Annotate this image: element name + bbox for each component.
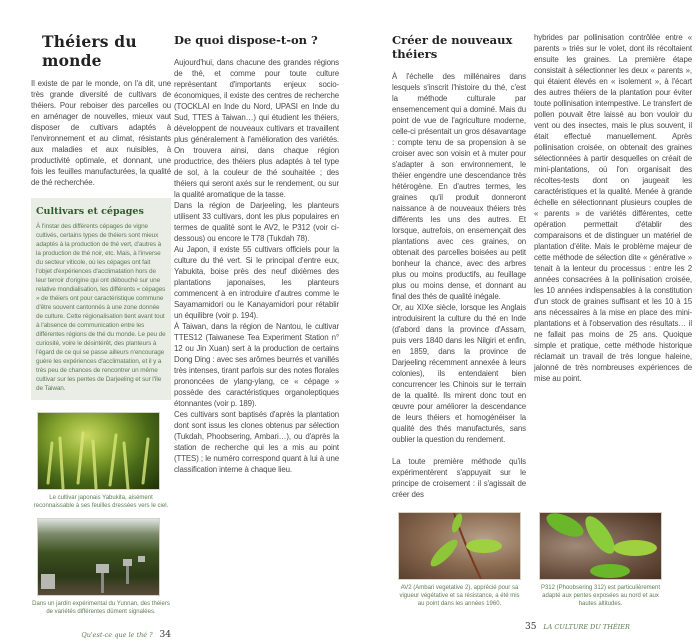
- yabukita-photo: [37, 412, 160, 490]
- sidebar-title: Cultivars et cépages: [36, 206, 144, 217]
- intro-text: [31, 78, 171, 188]
- av2-caption: AV2 (Ambari vegetative 2), apprécié pour sa vigueur végétative et sa résistance, a été mis au point dans les années 1960.: [399, 585, 520, 607]
- section-title: Créer de nouveaux théiers: [392, 33, 513, 61]
- right-page: [392, 32, 692, 642]
- photo1-caption: Le cultivar japonais Yabukita, aisément reconnaissable à ses feuilles dressées vers le ciel.: [33, 495, 169, 509]
- sidebar-text: À l'instar des différents cépages de vigne cultivés, certains types de théiers sont mieux adaptés à la production de thé vert, d'autres à la production de thé noir, etc. Mais, à l'inverse du secteur viticole, où les cépages ont fait l'objet d'expériences d'acclimatation hors de leur terroir d'origine qui ont débouché sur une relative mondialisation, les différents « cépages » de théiers ont pour caractéristique commune d'être souvent cantonnés à une zone donnée de culture. Cette régionalisation tient avant tout à l'absence de communication entre les différentes régions de thé du monde. Le peu de curiosité, voire le désintérêt, des planteurs à l'égard de ce qui se passe ailleurs n'encourage guère les expériences d'acclimatation, et il y a très peu de chances de rencontrer un même cultivar sur les pentes de Darjeeling et sur l'île de Taiwan.: [36, 223, 166, 392]
- paragraph: hybrides par pollinisation contrôlée entre « parents » triés sur le volet, dont ils récoltaient ensuite les graines. La première étape consistait à sélectionner les deux « parents », qui étaient élevés en « isolement », à l'écart des autres théiers de la plantation pour éviter toute pollinisation intempestive. Le transfert de pollen pouvait être laissé au bon vouloir du vent ou des insectes, mais le plus souvent, il était effectué manuellement. Après pollinisation croisée, on obtenait des graines sélectionnées à partir desquelles on créait de mini-plantations, où l'on organisait des récoltes-tests dont on jaugeait les caractéristiques et la qualité. Menée à grande échelle en sélectionnant plusieurs couples de « parents » de variétés différentes, cette opération permettait d'établir des comparaisons et de distinguer un matériel de plantation d'élite. Mais le problème majeur de cette méthode de sélection dite « générative » tenait à la lenteur du processus : entre les 2 années consacrées à la pollinisation croisée, les 10 années indispensables à la constitution d'un stock de graines suffisant et les 10 à 15 ans nécessaires à la mise en place des mini-plantations et à l'observation des résultats… il ne fallait pas moins de 25 ans. Quoique simple et pratique, cette méthode historique réclamait un travail de très longue haleine, jalonné de très nombreuses expériences de mise au point.: [534, 33, 692, 383]
- paragraph: Au Japon, il existe 55 cultivars officiels pour la culture du thé vert. Si le principal d'entre eux, Yabukita, boise près des neuf dixièmes des plantations japonaises, les planteurs commencent à en introduire d'autres comme le Sayamamidori ou le Kanayamidori pour rétablir un équilibre (voir p. 194).: [174, 245, 339, 320]
- paragraph: À l'échelle des millénaires dans lesquels s'inscrit l'histoire du thé, c'est la méthode culturale par ensemencement qui a dominé. Mais du point de vue de l'agriculture moderne, celle-ci présentait un gros désavantage : compte tenu de sa propension à se croiser avec son voisin et à muter pour s'adapter à son environnement, le théier engendre une descendance très hétérogène. En d'autres termes, les graines qu'il produit donneront naissance à de nouveaux théiers très différents les uns des autres. Et lorsque, autrefois, on ensemençait des plantations avec ces graines, on obtenait des parcelles boisées au petit bonheur la chance, avec des arbres plus ou moins productifs, au feuillage plus ou moins dense, et donnant au final des thés de qualité inégale.: [392, 72, 526, 301]
- page-title: Théiers du monde: [42, 32, 137, 70]
- paragraph: À Taiwan, dans la région de Nantou, le cultivar TTES12 (Taiwanese Tea Experiment Station n° 12 ou Jin Xuan) sert à la production de certains Dong Ding : avec ses arômes beurrés et vanillés très intenses, tirant parfois sur des notes florales prononcées de ylang-ylang, ce « cépage » possède des caractéristiques organoleptiques étonnantes (voir p. 189).: [174, 322, 339, 408]
- paragraph: Dans la région de Darjeeling, les planteurs utilisent 33 cultivars, dont les plus populaires en termes de qualité sont le AV2, le P312 (voir ci-dessous) ou encore le T78 (Tukdah 78).: [174, 201, 339, 243]
- paragraph: La toute première méthode qu'ils expérimentèrent s'appuyait sur le principe de croisement : il s'agissait de créer des: [392, 457, 526, 499]
- section-text-col1: [392, 71, 526, 500]
- av2-photo: [398, 512, 521, 580]
- p312-figure: [539, 512, 662, 608]
- av2-figure: [398, 512, 521, 608]
- section-text: [174, 57, 339, 475]
- paragraph: Ces cultivars sont baptisés d'après la plantation dont sont issus les clones obtenus par sélection (Tukdah, Phoobsering, Ambari…), ou d'après la station de recherche qui les a mis au point (TTES) ; le numéro correspond quant à lui à une classification interne à chaque lieu.: [174, 410, 339, 474]
- left-footer: [31, 630, 171, 640]
- right-photo-row: [398, 512, 692, 608]
- left-column-2: [174, 33, 339, 475]
- p312-caption: P312 (Phoobsering 312) est particulièrement adapté aux pentes exposées au nord et aux hautes altitudes.: [540, 585, 661, 607]
- paragraph: Aujourd'hui, dans chacune des grandes régions de thé, et comme pour toute culture représentant d'importants enjeux socio-économiques, il existe des centres de recherche (TOCKLAI en Inde du Nord, UPASI en Inde du Sud, TTES à Taiwan…) qui étudient les théiers, développent de nouveaux cultivars et travaillent plus généralement à l'amélioration des variétés. On trouvera ainsi, dans chaque région productrice, des théiers plus adaptés à tel type de sol, à la couleur de thé souhaitée ; des théiers qui seront axés sur le rendement, ou sur la qualité aromatique de la tasse.: [174, 58, 339, 199]
- section-title: De quoi dispose-t-on ?: [174, 33, 318, 47]
- yunnan-garden-photo: [37, 518, 160, 596]
- photo2-caption: Dans un jardin expérimental du Yunnan, des théiers de variétés différentes dûment signalées.: [32, 601, 170, 615]
- page-number: 35: [525, 622, 537, 632]
- running-title: LA CULTURE DU THÉIER: [543, 623, 630, 631]
- right-column-1: [392, 32, 526, 500]
- section-text-col2: [534, 32, 692, 384]
- right-footer: [525, 622, 692, 632]
- page-number: 34: [159, 630, 171, 640]
- running-title: Qu'est-ce que le thé ?: [81, 631, 153, 639]
- p312-photo: [539, 512, 662, 580]
- intro-paragraph: Il existe de par le monde, on l'a dit, une très grande diversité de cultivars de théiers. Pour reboiser des parcelles ou en aménager de nouvelles, mieux vaut disposer de cultivars adaptés à l'environnement et au climat, résistants aux maladies et aux nuisibles, à productivité optimale, et donnant, une fois les feuilles manufacturées, la qualité de thé recherchée.: [31, 79, 171, 187]
- right-text-columns: [392, 32, 692, 500]
- left-column-1: [31, 32, 171, 640]
- paragraph: Or, au XIXe siècle, lorsque les Anglais introduisirent la culture du thé en Inde (d'abord dans la province d'Assam, puis vers 1840 dans les Nilgiri et enfin, en 1859, dans la province de Darjeeling récemment annexée à leurs colonies), ils entendaient bien concurrencer les Chinois sur le terrain de la qualité. Ils mirent donc tout en œuvre pour améliorer la descendance de leurs théiers et homogénéiser la qualité des thés manufacturés, sans oublier la question du rendement.: [392, 303, 526, 444]
- sidebar-box: [31, 198, 171, 400]
